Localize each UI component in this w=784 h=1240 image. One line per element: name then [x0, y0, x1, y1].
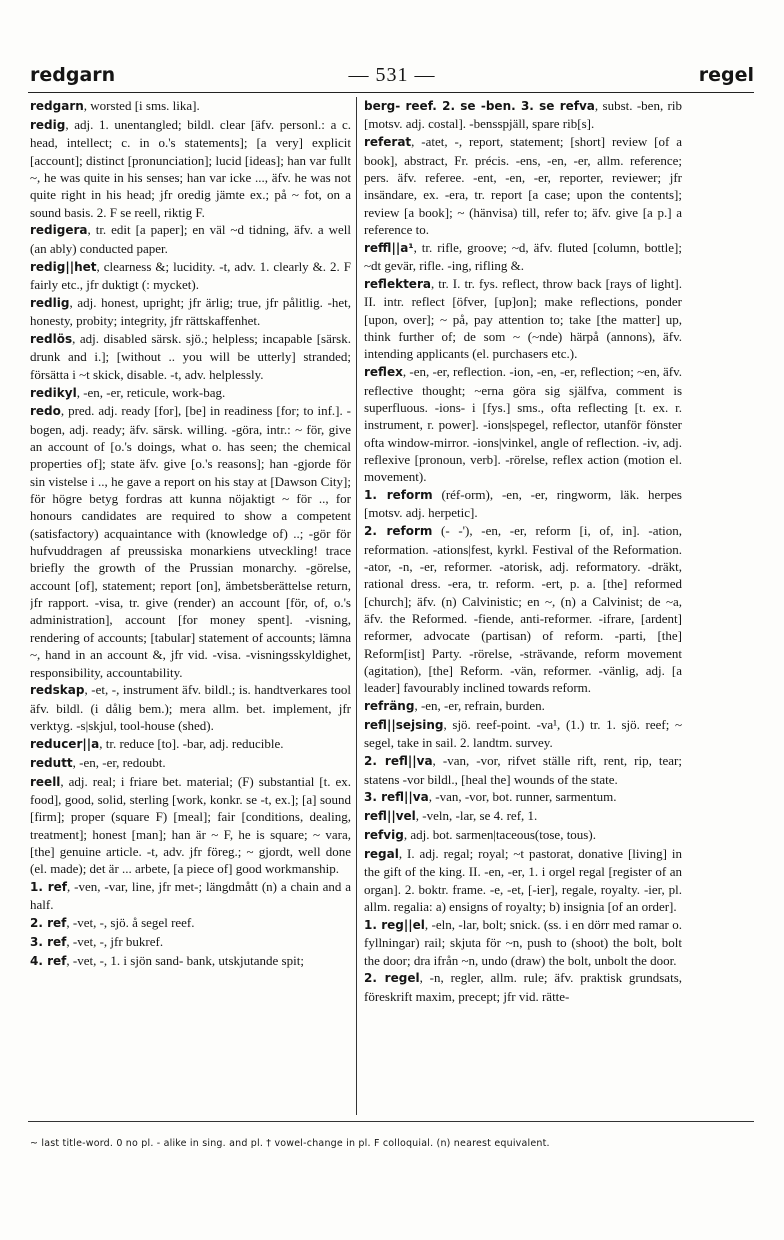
dictionary-entry: reell, adj. real; i friare bet. material; (F) substantial [t. ex. food], good, solid, sterling [work, konkr. se -t, ex.]; [a] sound [firm]; proper (square F) [meal]; fair [conditions, dealing, treatment]; honest [man]; han är ~ F, he is square; ~ vara, [the] genuine article. -t, adv. jfr föreg.; ~ gjordt, well done (el. made); det är ... arbete, [a piece of] good workmanship. [30, 773, 351, 877]
left-guide-word: redgarn [30, 64, 116, 86]
dictionary-entry: regal, I. adj. regal; royal; ~t pastorat, donative [living] in the gift of the king. II. -en, -er, 1. i orgel regal [register of an organ]. 2. boktr. frame. -e, -et, [-ier], regale, royalty. -ier, pl. allm. regalia: a) ensigns of royalty; b) insignia [of an order]. [364, 845, 682, 914]
dictionary-entry: refl||sejsing, sjö. reef-point. -va¹, (1.) tr. 1. sjö. reef; ~ segel, take in sail. 2. landtm. survey. [364, 717, 682, 751]
dictionary-entry: redskap, -et, -, instrument äfv. bildl.; is. handtverkares tool äfv. bildl. (i dålig bem.); mera allm. bet. implement, jfr verktyg. -s|skjul, tool-house (shed). [30, 682, 351, 734]
dictionary-entry: redlig, adj. honest, upright; jfr ärlig; true, jfr pålitlig. -het, honesty, probity; integrity, jfr rättskaffenhet. [30, 294, 351, 329]
dictionary-entry: redig, adj. 1. unentangled; bildl. clear [äfv. personl.: a c. head, intellect; c. in o.'s statements]; [a very] explicit [account]; distinct [pronunciation]; lucid [ideas]; han var fullt ~, he was quite in his senses; han var icke ..., äfv. he was not quite right in his head; jfr oredig jämte ex.; på ~ fot, on a sound basis. 2. F se reell, riktig F. [30, 116, 351, 220]
dictionary-entry: berg- reef. 2. se -ben. 3. se refva, subst. -ben, rib [motsv. adj. costal]. -bensspjäll, spare rib[s]. [364, 98, 682, 132]
dictionary-entry: reffl||a¹, tr. rifle, groove; ~d, äfv. fluted [column, bottle]; ~dt gevär, rifle. -ing, rifling &. [364, 239, 682, 274]
dictionary-entry: referat, -atet, -, report, statement; [short] review [of a book], abstract, Fr. précis. -ens, -en, -er, allm. reference; pers. äfv. referee. -ent, -en, -er, reporter, reviewer; jfr insändare, ex. -era, tr. report [a case; upon the contents]; review [a book]; ~ (hänvisa) till, refer to; äfv. give [a p.] a reference to. [364, 134, 682, 237]
dictionary-entry: 2. ref, -vet, -, sjö. å segel reef. [30, 915, 195, 931]
dictionary-entry: refräng, -en, -er, refrain, burden. [364, 698, 545, 714]
dictionary-entry: 3. refl||va, -van, -vor, bot. runner, sarmentum. [364, 789, 617, 805]
dictionary-entry: 2. reform (- -'), -en, -er, reform [i, of, in]. -ation, reformation. -ations|fest, kyrkl. Festival of the Reformation. -ator, -n, -er, reformer. -atorisk, adj. reformatory. -dräkt, rational dress. -era, tr. reform. -ert, p. a. [the] reformed [church]; äfv. (n) Calvinistic; en ~, (n) a Calvinist; de ~a, äfv. the Reformed. -fiende, anti-reformer. -ifrare, [ardent] reformer, advocate (partisan) of reform. -parti, [the] Reform[ist] Party. -rörelse, -strävande, reform movement (agitation), [the] Reform. -vän, reformer. -vänlig, adj. [a leader] favourably inclined towards reform. [364, 523, 682, 696]
column-divider [356, 97, 357, 1115]
dictionary-entry: redikyl, -en, -er, reticule, work-bag. [30, 384, 226, 400]
dictionary-entry: refl||vel, -veln, -lar, se 4. ref, 1. [364, 808, 538, 824]
dictionary-entry: redgarn, worsted [i sms. lika]. [30, 98, 200, 113]
dictionary-entry: 2. regel, -n, regler, allm. rule; äfv. praktisk grundsats, föreskrift maxim, precept; jfr vid. rätte- [364, 970, 682, 1004]
dictionary-entry: 1. reg||el, -eln, -lar, bolt; snick. (ss. i en dörr med ramar o. fyllningar) rail; skjuta för ~n, push to (shoot) the bolt, bolt the door; dra ifrån ~n, undo (draw) the bolt, unbolt the door. [364, 916, 682, 968]
dictionary-entry: redo, pred. adj. ready [for], [be] in readiness [for; to inf.]. -bogen, adj. ready; äfv. särsk. willing. -göra, intr.: ~ för, give an account of [o.'s doings, what o. has seen; the chemical properties of]; state äfv. give [o.'s reasons]; han -gjorde för sin vistelse i .., he gave a report on his stay at [Dawson City]; för högre betyg fordras att kunna nöjaktigt ~ för .., for honours candidates are required to show a competent (satisfactory) acquaintance with (knowledge of) ..; -gör för hufvuddragen af preussiska monarkiens utveckling! trace briefly the growth of the Prussian monarchy. -görelse, account [of], statement; report [on], ämbetsberättelse return, jfr rapport. -visa, tr. give (render) an account [för, of, o.'s administration], account [for money spent]. -visning, rendering of accounts; [tabular] statement of accounts; lämna ~, hand in an account &, jfr vid. -visa. -visningsskyldighet, responsibility, accountability. [30, 403, 351, 680]
dictionary-entry: redutt, -en, -er, redoubt. [30, 754, 166, 770]
footer-rule [28, 1121, 754, 1122]
dictionary-entry: reflektera, tr. I. tr. fys. reflect, throw back [rays of light]. II. intr. reflect [öfver, [up]on]; make reflections, ponder [upon, over]; ~ på, pay attention to; take [the matter] up, think further of; de som ~ (~nde) härpå (annons), äfv. intending applicants (el. purchasers etc.). [364, 275, 682, 362]
right-guide-word: regel [698, 64, 754, 86]
page-number: — 531 — [348, 64, 436, 86]
page-header [30, 64, 754, 100]
dictionary-entry: redlös, adj. disabled särsk. sjö.; helpless; incapable [särsk. drunk and i.]; [without .. you will be utterly] stranded; försätta i ~t skick, disable. -t, adv. helplessly. [30, 330, 351, 382]
header-rule [28, 92, 754, 93]
dictionary-entry: 1. reform (réf-orm), -en, -er, ringworm, läk. herpes [motsv. adj. herpetic]. [364, 487, 682, 521]
dictionary-entry: refvig, adj. bot. sarmen|taceous(tose, tous). [364, 827, 596, 843]
right-column [364, 97, 682, 1115]
dictionary-entry: 3. ref, -vet, -, jfr bukref. [30, 934, 164, 950]
dictionary-entry: 4. ref, -vet, -, 1. i sjön sand- bank, utskjutande spit; [30, 953, 304, 968]
dictionary-entry: reducer||a, tr. reduce [to]. -bar, adj. reducible. [30, 735, 284, 751]
left-column [30, 97, 351, 1115]
abbreviation-key: ~ last title-word. 0 no pl. - alike in sing. and pl. † vowel-change in pl. F colloquial. (n) nearest equivalent. [30, 1138, 550, 1149]
dictionary-entry: redigera, tr. edit [a paper]; en väl ~d tidning, äfv. a well (an ably) conducted paper. [30, 222, 351, 256]
dictionary-entry: redig||het, clearness &; lucidity. -t, adv. 1. clearly &. 2. F fairly etc., jfr duktigt (: mycket). [30, 258, 351, 292]
dictionary-entry: 2. refl||va, -van, -vor, rifvet ställe rift, rent, rip, tear; statens -vor bildl., [heal the] wounds of the state. [364, 753, 682, 787]
dictionary-entry: reflex, -en, -er, reflection. -ion, -en, -er, reflection; ~en, äfv. reflective thought; ~erna göra sig själfva, comment is superfluous. -ions- i [fys.] sms., ofta reflecting [t. ex. r. instrument, r. power]. -ions|spegel, reflector, utanför fönster ofta window-mirror. -ions|vinkel, angle of reflection. -iv, adj. reflexive [pronoun, verb]. -rörelse, reflex action (motion el. movement). [364, 364, 682, 485]
dictionary-entry: 1. ref, -ven, -var, line, jfr met-; längdmått (n) a chain and a half. [30, 879, 351, 913]
